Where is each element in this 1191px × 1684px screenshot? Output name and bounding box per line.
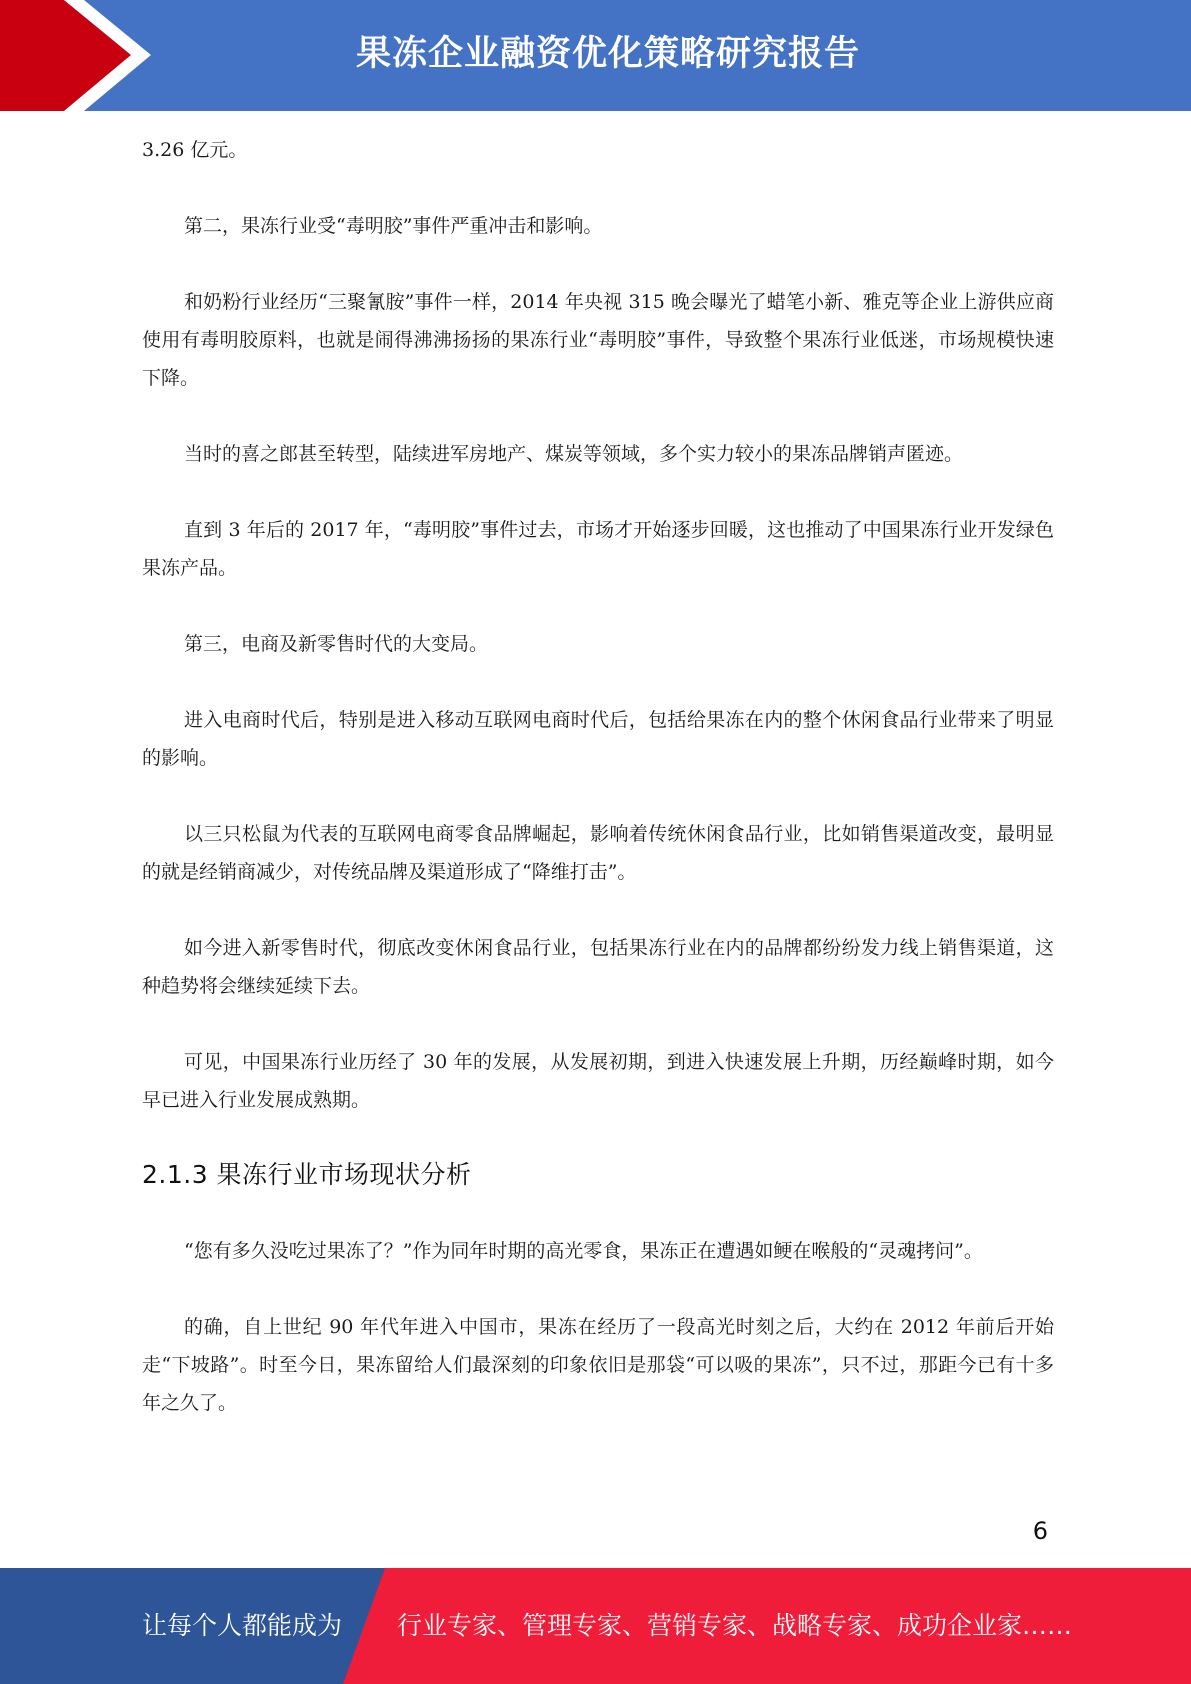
page-number: 6	[1032, 1517, 1048, 1545]
page-content	[142, 131, 1054, 1460]
paragraph: 第三，电商及新零售时代的大变局。	[184, 633, 489, 655]
paragraph: 直到 3 年后的 2017 年，“毒明胶”事件过去，市场才开始逐步回暖，这也推动了中国果冻行业开发绿色果冻产品。	[142, 519, 1054, 579]
paragraph: 当时的喜之郎甚至转型，陆续进军房地产、煤炭等领域，多个实力较小的果冻品牌销声匿迹。	[184, 443, 964, 465]
paragraph: 以三只松鼠为代表的互联网电商零食品牌崛起，影响着传统休闲食品行业，比如销售渠道改变，最明显的就是经销商减少，对传统品牌及渠道形成了“降维打击”。	[142, 823, 1054, 883]
paragraph: 可见，中国果冻行业历经了 30 年的发展，从发展初期，到进入快速发展上升期，历经巅峰时期，如今早已进入行业发展成熟期。	[142, 1051, 1054, 1111]
paragraph: 进入电商时代后，特别是进入移动互联网电商时代后，包括给果冻在内的整个休闲食品行业带来了明显的影响。	[142, 709, 1054, 769]
paragraph: “您有多久没吃过果冻了？”作为同年时期的高光零食，果冻正在遭遇如鲠在喉般的“灵魂拷问”。	[184, 1240, 983, 1262]
paragraph: 的确，自上世纪 90 年代年进入中国市，果冻在经历了一段高光时刻之后，大约在 2012 年前后开始走“下坡路”。时至今日，果冻留给人们最深刻的印象依旧是那袋“可以吸的果冻”，只不过，那距今已有十多年之久了。	[142, 1316, 1054, 1414]
paragraph: 3.26 亿元。	[142, 139, 248, 161]
paragraph: 如今进入新零售时代，彻底改变休闲食品行业，包括果冻行业在内的品牌都纷纷发力线上销售渠道，这种趋势将会继续延续下去。	[142, 937, 1054, 997]
paragraph: 第二，果冻行业受“毒明胶”事件严重冲击和影响。	[184, 215, 603, 237]
header-banner	[0, 0, 1191, 111]
footer-banner	[0, 1568, 1191, 1684]
report-title: 果冻企业融资优化策略研究报告	[355, 34, 860, 74]
section-heading: 2.1.3 果冻行业市场现状分析	[142, 1160, 472, 1189]
footer-slogan-right: 行业专家、管理专家、营销专家、战略专家、成功企业家……	[397, 1611, 1073, 1640]
footer-slogan-left: 让每个人都能成为	[142, 1611, 343, 1640]
paragraph: 和奶粉行业经历“三聚氰胺”事件一样，2014 年央视 315 晚会曝光了蜡笔小新、雅克等企业上游供应商使用有毒明胶原料，也就是闹得沸沸扬扬的果冻行业“毒明胶”事件，导致整个果冻行业低迷，市场规模快速下降。	[142, 291, 1054, 389]
